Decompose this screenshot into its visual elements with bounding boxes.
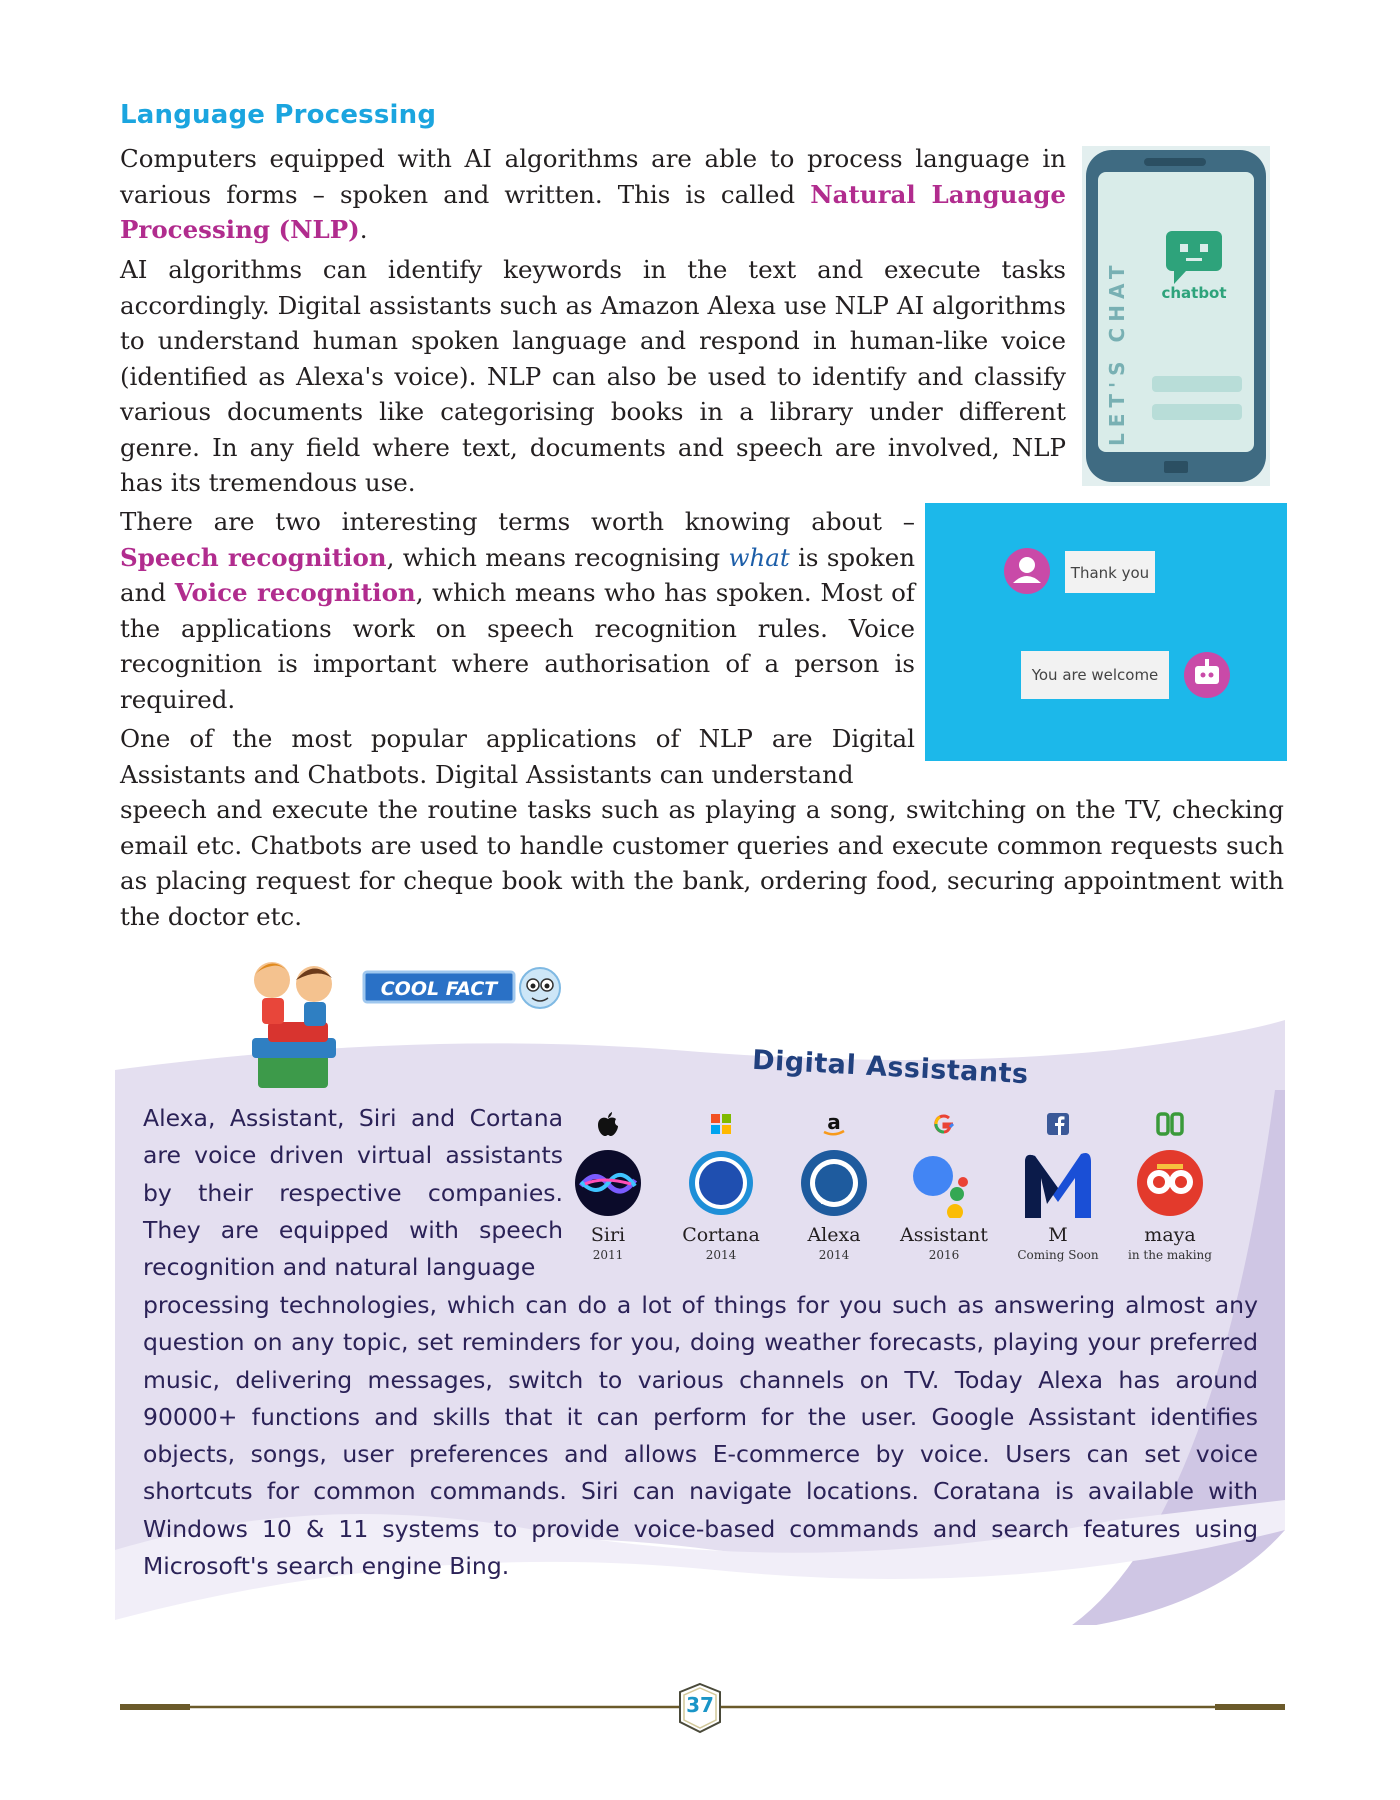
nlp-term: Natural Language Processing (NLP) xyxy=(120,179,1066,244)
chat-message-thank-you: Thank you xyxy=(1070,564,1150,582)
svg-text:a: a xyxy=(827,1111,841,1134)
paragraph-nlp-uses: AI algorithms can identify keywords in the text and execute tasks accordingly. Digital assistants such as Amazon Alexa use NLP AI algorithms to understand human spoken language and respond in human-like voice (identified as Alexa's voice). NLP can also be used to identify and classify various documents like categorising books in a library under different genre. In any field where text, documents and speech are involved, NLP has its tremendous use. xyxy=(120,255,1066,497)
speech-recognition-term: Speech recognition xyxy=(120,542,387,572)
assistant-name: Alexa xyxy=(807,1224,861,1246)
m-logo xyxy=(1023,1148,1093,1218)
apple-icon xyxy=(553,1110,663,1138)
amazon-icon xyxy=(779,1110,889,1138)
chat-illustration xyxy=(925,503,1287,761)
page-number: 37 xyxy=(686,1693,714,1717)
cool-fact-badge xyxy=(362,966,572,1010)
assistant-cortana xyxy=(666,1110,776,1262)
assistant-siri xyxy=(553,1110,663,1262)
assistant-name: Assistant xyxy=(900,1224,988,1246)
oo-icon xyxy=(1115,1110,1225,1138)
assistant-year: Coming Soon xyxy=(1017,1248,1099,1262)
paragraph-nlp-intro: Computers equipped with AI algorithms are able to process language in various forms – spoken and written. This is called Natural Language Processing (NLP). xyxy=(120,144,1066,244)
assistant-name: maya xyxy=(1144,1224,1196,1246)
assistant-year: 2011 xyxy=(592,1248,624,1262)
cortana-logo xyxy=(686,1148,756,1218)
google-icon xyxy=(889,1110,999,1138)
chatbot-label: chatbot xyxy=(1161,284,1227,302)
assistant-google xyxy=(889,1110,999,1262)
assistant-name: M xyxy=(1048,1224,1068,1246)
maya-logo xyxy=(1135,1148,1205,1218)
fact-text-intro: Alexa, Assistant, Siri and Cortana are voice driven virtual assistants by their respective companies. They are equipped with speech recognition and natural language xyxy=(143,1104,563,1282)
windows-icon xyxy=(666,1110,776,1138)
fact-text-body: processing technologies, which can do a lot of things for you such as answering almost any question on any topic, set reminders for you, doing weather forecasts, playing your preferred music, delivering messages, switch to various channels on TV. Today Alexa has around 90000+ functions and skills that it can perform for the user. Google Assistant identifies objects, songs, user preferences and allows E-commerce by voice. Users can set voice shortcuts for common commands. Siri can navigate locations. Coratana is available with Windows 10 & 11 systems to provide voice-based commands and search features using Microsoft's search engine Bing. xyxy=(143,1291,1258,1581)
chatbot-phone-illustration xyxy=(1082,146,1270,486)
assistant-year: 2014 xyxy=(705,1248,737,1262)
voice-recognition-term: Voice recognition xyxy=(174,578,416,607)
paragraph-recognition: There are two interesting terms worth knowing about – Speech recognition, which means recognising what is spoken and Voice recognition, which means who has spoken. Most of the applications work on speech recognition rules. Voice recognition is important where authorisation of a person is required. xyxy=(120,507,915,714)
digital-assistants-title: Digital Assistants xyxy=(751,1044,1030,1091)
siri-logo xyxy=(573,1148,643,1218)
assistant-name: Cortana xyxy=(682,1224,760,1246)
assistant-year: 2016 xyxy=(928,1248,960,1262)
chat-message-welcome: You are welcome xyxy=(1031,666,1159,684)
assistant-alexa xyxy=(779,1110,889,1262)
google-assistant-logo xyxy=(909,1148,979,1218)
alexa-logo xyxy=(799,1148,869,1218)
assistant-year: 2014 xyxy=(818,1248,850,1262)
kids-reading-illustration xyxy=(238,946,356,1096)
assistant-year: in the making xyxy=(1128,1248,1212,1262)
cool-fact-label: COOL FACT xyxy=(380,978,498,1000)
paragraph-applications: One of the most popular applications of NLP are Digital Assistants and Chatbots. Digital Assistants can understand speech and execute the routine tasks such as playing a song, switching on the TV, checking email etc. Chatbots are used to handle customer queries and execute common requests such as placing request for cheque book with the bank, ordering food, securing appointment with the doctor etc. xyxy=(120,724,1284,931)
assistant-maya xyxy=(1115,1110,1225,1262)
lets-chat-text: LET'S CHAT xyxy=(1105,259,1129,446)
assistant-name: Siri xyxy=(590,1224,626,1246)
assistant-m xyxy=(1003,1110,1113,1262)
section-heading: Language Processing xyxy=(120,100,437,130)
facebook-icon xyxy=(1003,1110,1113,1138)
